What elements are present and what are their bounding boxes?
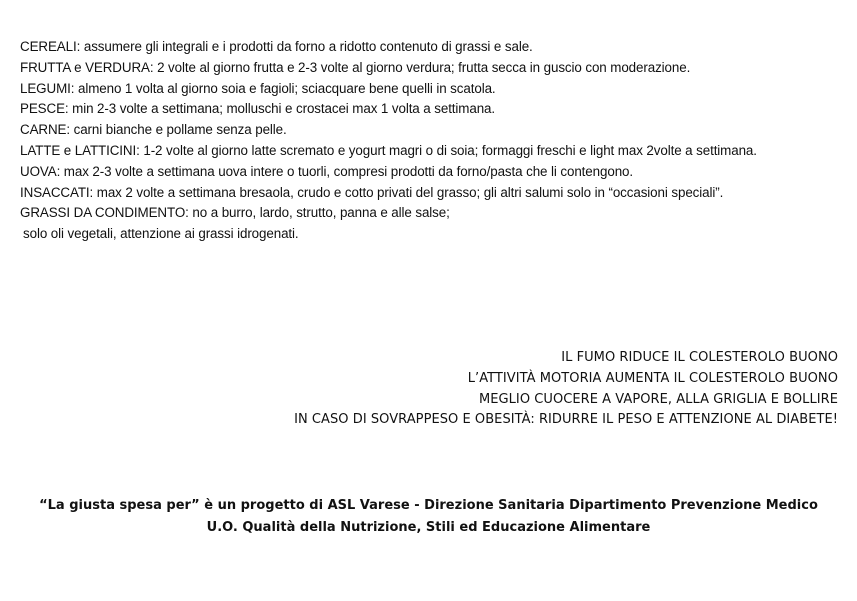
credits-line-2: U.O. Qualità della Nutrizione, Stili ed Educazione Alimentare	[206, 520, 651, 535]
guideline-category: FRUTTA e VERDURA	[20, 59, 150, 75]
guideline-grassi-condimento	[20, 203, 850, 224]
guideline-grassi-continuation: solo oli vegetali, attenzione ai grassi idrogenati.	[23, 226, 299, 242]
project-credits	[0, 495, 857, 539]
credits-line-1: “La giusta spesa per” è un progetto di ASL Varese - Direzione Sanitaria Dipartimento Prevenzione Medico	[39, 498, 818, 513]
guideline-category: UOVA	[20, 163, 57, 179]
guideline-text: : no a burro, lardo, strutto, panna e alle salse;	[185, 205, 450, 221]
tip-cottura: MEGLIO CUOCERE A VAPORE, ALLA GRIGLIA E BOLLIRE	[478, 391, 838, 407]
guideline-category: PESCE	[20, 101, 65, 117]
guideline-pesce	[20, 99, 850, 120]
health-tips-list	[218, 348, 838, 431]
dietary-guidelines-list	[20, 37, 850, 245]
guideline-latte-latticini	[20, 141, 850, 162]
guideline-category: LEGUMI	[20, 80, 71, 96]
guideline-frutta-verdura	[20, 58, 850, 79]
guideline-text: : assumere gli integrali e i prodotti da forno a ridotto contenuto di grassi e sale.	[76, 39, 533, 54]
guideline-insaccati	[20, 183, 850, 204]
guideline-carne	[20, 120, 850, 141]
guideline-text: : almeno 1 volta al giorno soia e fagioli; sciacquare bene quelli in scatola.	[70, 80, 496, 96]
guideline-category: INSACCATI	[20, 184, 90, 200]
tip-sovrappeso: IN CASO DI SOVRAPPESO E OBESITÀ: RIDURRE IL PESO E ATTENZIONE AL DIABETE!	[294, 412, 838, 428]
guideline-legumi	[20, 79, 850, 100]
guideline-text: : max 2 volte a settimana bresaola, crudo e cotto privati del grasso; gli altri salumi solo in “occasioni speciali”.	[89, 184, 724, 200]
guideline-uova	[20, 162, 850, 183]
guideline-text: : min 2-3 volte a settimana; molluschi e crostacei max 1 volta a settimana.	[64, 101, 496, 117]
guideline-category: CARNE	[20, 122, 67, 138]
guideline-category: LATTE e LATTICINI	[20, 142, 137, 158]
guideline-text: : carni bianche e pollame senza pelle.	[66, 122, 287, 138]
guideline-category: GRASSI DA CONDIMENTO	[20, 205, 186, 221]
tip-fumo: IL FUMO RIDUCE IL COLESTEROLO BUONO	[561, 350, 838, 365]
guideline-category: CEREALI	[20, 39, 77, 54]
guideline-text: : 2 volte al giorno frutta e 2-3 volte al giorno verdura; frutta secca in guscio con moderazione.	[149, 59, 691, 75]
guideline-cereali	[20, 37, 850, 58]
guideline-text: : max 2-3 volte a settimana uova intere o tuorli, compresi prodotti da forno/pasta che li contengono.	[56, 163, 634, 179]
tip-attivita-motoria: L’ATTIVITÀ MOTORIA AUMENTA IL COLESTEROLO BUONO	[467, 370, 838, 386]
guideline-text: : 1-2 volte al giorno latte scremato e yogurt magri o di soia; formaggi freschi e light max 2volte a settimana.	[136, 142, 757, 158]
